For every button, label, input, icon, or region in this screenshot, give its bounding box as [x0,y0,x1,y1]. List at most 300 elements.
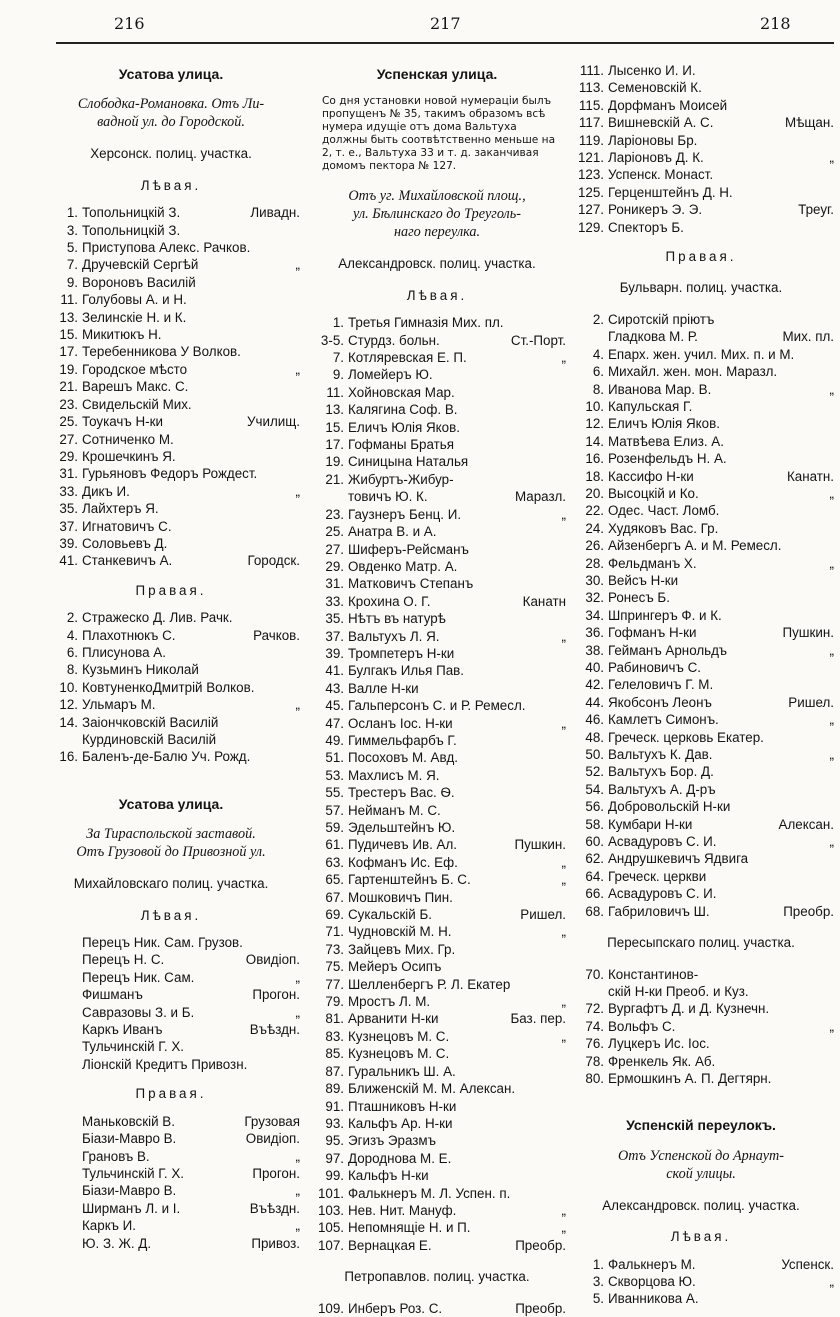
list-item [40,627,302,644]
owner-name: Жибуртъ-Жибур- [348,471,454,487]
owner-name: Фалькнеръ М. Л. Успен. п. [348,1185,511,1201]
owner-name: Баленъ-де-Балю Уч. Рожд. [82,749,251,765]
list-item [306,1219,568,1236]
owner-name: Маньковскій В. [82,1113,175,1129]
note-line: Отъ Грузовой до Привозной ул. [76,844,266,861]
list-item [306,436,568,453]
house-number: 67. [325,889,344,905]
owner-name: Худяковъ Вас. Гр. [608,520,719,536]
cross-street [300,239,302,256]
owner-name: Вишневскій А. С. [608,115,714,131]
list-item [40,644,302,661]
list-item [566,903,836,920]
house-number: 33. [59,483,78,499]
side-label: Лѣвая. [140,907,202,923]
list-item [306,732,568,749]
owner-name: Ломейеръ Ю. [348,367,433,383]
owner-name: Вейсъ Н-ки [608,572,679,588]
owner-name: Савразовы З. и Б. [82,1004,195,1020]
owner-name: Дручевскій Сергѣй [82,257,199,273]
owner-name: Успенск. Монаст. [608,167,714,183]
owner-name: товичъ Ю. К. [348,489,428,505]
house-number: 68. [585,903,604,919]
house-number: 5. [592,1291,604,1307]
cross-street [300,679,302,696]
list-item [40,309,302,326]
owner-name: Сукальскій Б. [348,907,432,923]
owner-name: Добровольскій Н-ки [608,799,731,815]
section-spacer [566,1087,836,1113]
owner-name: Фельдманъ Х. [608,555,697,571]
page-number-center: 217 [430,14,461,33]
house-number: 50. [585,747,604,763]
list-item [40,1113,302,1130]
house-number: 77. [325,976,344,992]
house-number: 70. [585,966,604,982]
cross-street [834,850,836,867]
owner-name: Плахотнюкъ С. [82,627,176,643]
house-number: 23. [325,506,344,522]
house-number: 30. [585,572,604,588]
list-item [566,572,836,589]
cross-street: Ст.-Порт. [510,332,566,348]
owner-name: Вальтухъ Бор. Д. [608,764,714,780]
cross-street [300,1038,302,1055]
owner-name: Высоцкій и Ко. [608,485,699,501]
owner-name: Каркъ Иванъ [82,1022,163,1038]
owner-name: Булгакъ Илья Пав. [348,663,464,679]
house-number: 107. [317,1237,344,1253]
list-item [306,523,568,540]
side-label: Правая. [665,249,737,265]
list-item [306,889,568,906]
cross-street [834,729,836,746]
owner-name: Гальперсонъ С. и Р. Ремесл. [348,698,526,714]
list-item [40,609,302,626]
house-number: 1. [592,1256,604,1272]
house-number: 55. [325,785,344,801]
list-item [566,659,836,676]
house-number: 43. [325,680,344,696]
owner-name: Стражеско Д. Лив. Рачк. [82,610,233,626]
owner-name: Гладкова М. Р. [608,329,698,345]
house-number: 12. [585,416,604,432]
list-item [566,328,836,345]
owner-name: Ширманъ Л. и І. [82,1200,181,1216]
list-item [40,222,302,239]
list-item [306,488,568,505]
house-number: 72. [585,1001,604,1017]
owner-name: Посоховъ М. Авд. [348,750,458,766]
cross-street: „ [561,924,566,940]
owner-name: Крошечкинъ Я. [82,448,176,464]
cross-street [834,415,836,432]
cross-street [300,934,302,951]
owner-name: Лысенко И. И. [608,63,696,78]
owner-name: Тульчинскій Г. Х. [82,1039,185,1055]
owner-name: Габриловичъ Ш. [608,903,710,919]
cross-street: „ [829,381,834,397]
house-number: 85. [325,1046,344,1062]
owner-name: Вальтухъ К. Дав. [608,747,713,763]
house-number: 47. [325,715,344,731]
note-line: Отъ уг. Михайловской площ., [348,188,526,205]
owner-name: Станкевичъ А. [82,553,173,569]
list-item [306,697,568,714]
list-item [306,993,568,1010]
house-number [306,488,348,505]
cross-street: Мѣщан. [785,115,834,131]
cross-street: Преобр. [515,1237,566,1253]
list-item [40,396,302,413]
owner-name: Шиферъ-Рейсманъ [348,541,469,557]
house-number: 113. [578,80,604,96]
list-item [566,450,836,467]
list-item [566,816,836,833]
cross-street: Маразл. [514,489,566,505]
house-number: 103. [317,1202,344,1218]
cross-street [834,346,836,363]
cross-street: „ [561,715,566,731]
side-label: Лѣвая. [140,177,202,193]
cross-street: „ [561,1028,566,1044]
owner-name: Еличъ Юлія Яков. [348,419,460,435]
house-number: 87. [325,1063,344,1079]
house-number [40,1021,82,1038]
house-number: 23. [59,396,78,412]
house-number [40,1235,82,1252]
cross-street [834,132,836,149]
list-item [306,767,568,784]
cross-street [834,520,836,537]
street-heading: Усатова улица. [118,66,224,82]
owner-name: Игнатовичъ С. [82,518,172,534]
owner-name: Анатра В. и А. [348,524,437,540]
house-number: 28. [585,555,604,571]
street-extent-note [40,825,302,861]
house-number: 89. [325,1081,344,1097]
cross-street [300,309,302,326]
list-item [40,483,302,500]
list-item [40,679,302,696]
cross-street [834,868,836,885]
cross-street: „ [295,1148,300,1164]
street-heading: Успенская улица. [376,66,498,82]
owner-name: Городское мѣсто [82,361,188,377]
owner-name: Калягина Соф. В. [348,402,458,418]
cross-street [834,607,836,624]
list-item [40,1165,302,1182]
list-item [566,149,836,166]
cross-street [834,537,836,554]
owner-name: Гартенштейнъ Б. С. [348,872,471,888]
cross-street [834,433,836,450]
house-number: 115. [578,97,604,113]
owner-name: Хойновская Мар. [348,384,455,400]
house-number: 25. [325,524,344,540]
house-number: 37. [325,628,344,644]
owner-name: скій Н-ки Преоб. и Куз. [608,983,749,999]
cross-street: Успенск. [781,1256,834,1272]
list-item [40,326,302,343]
cross-street: „ [561,872,566,888]
owner-name: Шелленбергъ Р. Л. Екатер [348,976,511,992]
list-item [566,1070,836,1087]
list-item [566,1273,836,1290]
owner-name: Плисунова А. [82,644,166,660]
list-item [566,201,836,218]
house-number: 61. [325,837,344,853]
owner-name: Ліонскій Кредитъ Привозн. [82,1056,248,1072]
note-line: ской улицы. [666,1165,736,1182]
list-item [40,274,302,291]
owner-name: Кумбари Н-ки [608,816,693,832]
list-item [40,986,302,1003]
list-item [306,784,568,801]
owner-name: Гейманъ Арнольдъ [608,642,728,658]
owner-name: Непомнящіе Н. и П. [348,1220,471,1236]
cross-street [300,609,302,626]
section-spacer [40,766,302,792]
owner-name: Тульчинскій Г. Х. [82,1165,185,1181]
house-number: 41. [325,663,344,679]
list-item [566,746,836,763]
list-item [40,343,302,360]
list-item [40,1217,302,1234]
house-number [40,1004,82,1021]
cross-street [834,1053,836,1070]
cross-street: Въѣздн. [249,1200,300,1216]
house-number: 80. [585,1070,604,1086]
owner-name: Топольницкій З. [82,205,181,221]
owner-name: Андрушкевичъ Ядвига [608,851,749,867]
owner-name: Соловьевъ Д. [82,535,168,551]
owner-name: Валле Н-ки [348,680,419,696]
house-number: 31. [59,466,78,482]
house-number [40,1130,82,1147]
list-item [566,132,836,149]
owner-name: Ю. З. Ж. Д. [82,1235,152,1251]
cross-street [300,396,302,413]
house-number: 83. [325,1028,344,1044]
list-item [306,1185,568,1202]
cross-street [834,983,836,1000]
house-number [40,1182,82,1199]
list-item [40,661,302,678]
cross-street [834,1035,836,1052]
list-item [306,575,568,592]
cross-street: Алексан. [778,816,834,832]
cross-street: „ [829,642,834,658]
cross-street: „ [829,834,834,850]
list-item [40,291,302,308]
list-item [566,763,836,780]
cross-street [300,274,302,291]
cross-street: „ [829,485,834,501]
cross-street: „ [295,697,300,713]
cross-street [834,502,836,519]
list-item [566,381,836,398]
list-item [566,798,836,815]
owner-name: Ульмаръ М. [82,697,156,713]
cross-street [300,291,302,308]
house-number: 18. [585,468,604,484]
list-item [566,1018,836,1035]
house-number: 99. [325,1168,344,1184]
house-number: 51. [325,750,344,766]
owner-name: Матвѣева Елиз. А. [608,433,724,449]
list-item [566,983,836,1000]
house-number: 35. [59,501,78,517]
list-item [306,1202,568,1219]
list-item [40,951,302,968]
list-item [566,79,836,96]
cross-street [300,1056,302,1073]
owner-name: КовтуненкоДмитрій Волков. [82,679,255,695]
owner-name: Котляревская Е. П. [348,350,467,366]
cross-street [834,363,836,380]
owner-name: Кассифо Н-ки [608,468,694,484]
cross-street: Въѣздн. [249,1022,300,1038]
list-item [566,833,836,850]
house-number: 59. [325,820,344,835]
owner-name: Голубовы А. и Н. [82,292,187,308]
street-heading: Усатова улица. [118,795,224,812]
cross-street [834,398,836,415]
police-district: Александровск. полиц. участка. [338,256,536,272]
house-number: 81. [325,1011,344,1027]
owner-name: Гелеловичъ Г. М. [608,677,714,693]
owner-name: Якобсонъ Леонъ [608,694,712,710]
house-number: 16. [59,749,78,765]
house-number: 48. [585,729,604,745]
owner-name: Капульская Г. [608,398,693,414]
cross-street: Овидіоп. [245,1131,300,1147]
cross-street: „ [829,1273,834,1289]
cross-street: Мих. пл. [782,329,834,345]
house-number: 40. [585,660,604,675]
owner-name: Тоукачъ Н-ки [82,414,163,430]
owner-name: Пташниковъ Н-ки [348,1098,457,1114]
owner-name: Вольфъ С. [608,1018,676,1034]
house-number: 2. [592,311,604,327]
list-item [306,1098,568,1115]
owner-name: Трестеръ Вас. Ѳ. [348,785,455,801]
cross-street: Баз. пер. [510,1011,566,1027]
house-number: 109. [317,1300,344,1316]
list-item [40,378,302,395]
house-number: 17. [59,344,78,360]
owner-name: Лайхтеръ Я. [82,501,159,517]
list-item [40,361,302,378]
cross-street [834,659,836,676]
page-number-left: 216 [114,14,145,33]
list-item [566,114,836,131]
cross-street: „ [295,1218,300,1234]
house-number: 25. [59,414,78,430]
street-extent-note [566,1147,836,1183]
owner-name: Розенфельдъ Н. А. [608,451,727,467]
owner-name: Роникеръ Э. Э. [608,202,703,218]
column-right [566,62,836,1308]
list-item [306,471,568,488]
owner-name: Фалькнеръ М. [608,1256,696,1272]
owner-name: Френкель Як. Аб. [608,1053,716,1069]
list-item [306,662,568,679]
list-item [306,1167,568,1184]
cross-street [834,885,836,902]
owner-name: Зайцевъ Мих. Гр. [348,941,456,957]
house-number: 9. [66,274,78,290]
house-number [40,951,82,968]
cross-street: „ [295,257,300,273]
owner-name: Епарх. жен. учил. Мих. п. и М. [608,346,795,362]
house-number: 105. [317,1220,344,1236]
house-number: 22. [585,503,604,519]
owner-name: Михайл. жен. мон. Маразл. [608,364,778,380]
house-number: 8. [66,662,78,678]
list-item [40,465,302,482]
cross-street: Училищ. [247,414,300,430]
owner-name: Кальфъ Ар. Н-ки [348,1115,453,1131]
list-item [566,415,836,432]
house-number: 42. [585,677,604,693]
owner-name: Курдиновскій Василій [82,732,217,747]
list-item [566,868,836,885]
cross-street: „ [829,712,834,728]
street-extent-note [40,95,302,131]
side-label: Лѣвая. [406,287,468,303]
list-item [40,1200,302,1217]
house-number: 123. [577,167,604,183]
owner-name: Эдельштейнъ Ю. [348,820,456,835]
house-number: 46. [585,712,604,728]
list-item [566,184,836,201]
list-item [566,97,836,114]
house-number: 65. [325,872,344,888]
list-item [40,1148,302,1165]
cross-street [834,763,836,780]
owner-name: Вальтухъ Л. Я. [348,628,440,644]
cross-street [300,465,302,482]
house-number: 29. [59,448,78,464]
cross-street: „ [561,1202,566,1218]
note-line: Отъ Успенской до Арнаут- [618,1147,784,1164]
owner-name: Третья Гимназія Мих. пл. [348,315,504,331]
house-number: 16. [585,451,604,467]
house-number: 4. [592,346,604,362]
house-number: 44. [585,694,604,710]
owner-name: Ларіоновъ Д. К. [608,150,704,166]
owner-name: Луцкеръ Ис. Іос. [608,1036,710,1052]
list-item [40,1004,302,1021]
cross-street [834,1000,836,1017]
list-item [40,1235,302,1252]
cross-street: Канатн. [786,468,834,484]
owner-name: Семеновскій К. [608,80,702,96]
house-number: 26. [585,538,604,554]
house-number: 4. [66,627,78,643]
police-district: Александровск. полиц. участка. [602,1197,800,1213]
house-number [40,1148,82,1165]
list-item [40,204,302,221]
list-item [306,1028,568,1045]
house-number: 35. [325,611,344,627]
list-item [566,1256,836,1273]
list-item [306,610,568,627]
house-number: 64. [585,868,604,884]
house-number: 19. [325,454,344,470]
